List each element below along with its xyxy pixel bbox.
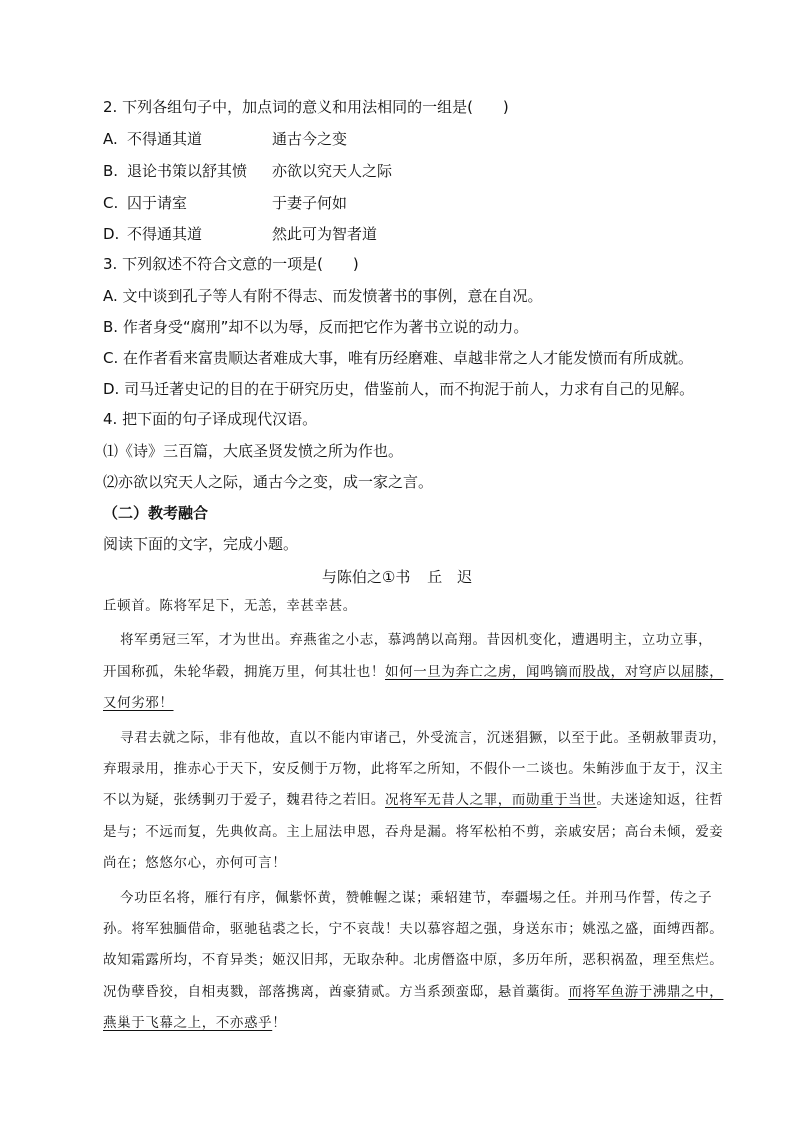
passage-p3-underlined: 况将军无昔人之罪，而勋重于当世 <box>385 792 597 808</box>
passage-p4-line4-text: 况伪孽昏狡，自相夷戮，部落携离，酋豪猜贰。方当系颈蛮邸，悬首藁街。 <box>103 984 569 1000</box>
q2-option-d-right: 然此可为智者道 <box>272 225 378 243</box>
passage-p3-line3-text-a: 不以为疑，张绣剚刃于爱子，魏君待之若旧。 <box>103 792 385 808</box>
passage-title: 与陈伯之①书 <box>321 568 411 586</box>
q4-item-2: ⑵亦欲以究天人之际，通古今之变，成一家之言。 <box>103 473 434 491</box>
q3-stem: 3. 下列叙述不符合文意的一项是( ) <box>103 255 359 273</box>
q2-option-a-label: A. <box>103 130 118 148</box>
q3-option-b: B. 作者身受“腐刑”却不以为辱，反而把它作为著书立说的动力。 <box>103 318 529 336</box>
passage-p4-line4 <box>103 982 723 1002</box>
passage-p2-line2 <box>103 662 723 682</box>
q4-item-1: ⑴《诗》三百篇，大底圣贤发愤之所为作也。 <box>103 442 404 460</box>
passage-p2-underlined-2: 又何劣邪！ <box>103 695 174 711</box>
q2-option-c-right: 于妻子何如 <box>272 194 348 212</box>
passage-title-row <box>0 566 794 587</box>
q2-option-d-label: D. <box>103 225 120 243</box>
passage-p3-line1: 寻君去就之际，非有他故，直以不能内审诸己，外受流言，沉迷猖獗，以至于此。圣朝赦罪责功， <box>120 730 727 746</box>
passage-p3-line3 <box>103 790 723 810</box>
q2-option-d-left: 不得通其道 <box>127 225 203 243</box>
passage-p4-line2: 孙。将军独腼借命，驱驰毡裘之长，宁不哀哉！夫以慕容超之强，身送东市；姚泓之盛，面缚西都。 <box>103 921 724 937</box>
passage-author: 丘 迟 <box>427 568 473 586</box>
q2-option-b-left: 退论书策以舒其愤 <box>127 162 248 180</box>
section-heading: （二）教考融合 <box>103 504 209 522</box>
q4-stem: 4. 把下面的句子译成现代汉语。 <box>103 410 318 428</box>
passage-p2-line3 <box>103 693 174 713</box>
passage-p3-line5: 尚在；悠悠尔心，亦何可言！ <box>103 855 287 871</box>
passage-p1: 丘顿首。陈将军足下，无恙，幸甚幸甚。 <box>103 598 357 614</box>
q2-option-a-left: 不得通其道 <box>127 130 203 148</box>
q2-option-c-left: 囚于请室 <box>127 194 188 212</box>
passage-p2-line2-text: 开国称孤，朱轮华毂，拥旄万里，何其壮也！ <box>103 664 385 680</box>
passage-p4-line5 <box>103 1013 286 1033</box>
passage-p4-line3: 故知霜露所均，不育异类；姬汉旧邦，无取杂种。北虏僭盗中原，多历年所，恶积祸盈，理至焦烂。 <box>103 952 724 968</box>
q3-option-c: C. 在作者看来富贵顺达者难成大事，唯有历经磨难、卓越非常之人才能发愤而有所成就。 <box>103 349 694 367</box>
q3-option-a: A. 文中谈到孔子等人有附不得志、而发愤著书的事例，意在自况。 <box>103 287 543 305</box>
q2-option-b-label: B. <box>103 162 119 180</box>
q2-option-b-right: 亦欲以究天人之际 <box>272 162 393 180</box>
passage-p3-line3-text-b: 。夫迷途知返，往哲 <box>596 792 724 808</box>
passage-p2-underlined-1: 如何一旦为奔亡之虏，闻鸣镝而股战，对穹庐以屈膝， <box>385 664 724 680</box>
passage-p4-underlined-1: 而将军鱼游于沸鼎之中， <box>568 984 724 1000</box>
q3-option-d: D. 司马迁著史记的目的在于研究历史，借鉴前人，而不拘泥于前人，力求有自己的见解。 <box>103 380 695 398</box>
passage-p3-line2: 弃瑕录用，推赤心于天下，安反侧于万物，此将军之所知，不假仆一二谈也。朱鲔涉血于友于，汉主 <box>103 761 724 777</box>
q2-stem: 2. 下列各组句子中，加点词的意义和用法相同的一组是( ) <box>103 98 509 116</box>
passage-p4-underlined-2: 燕巢于飞幕之上，不亦惑乎 <box>103 1015 273 1031</box>
q2-option-a-right: 通古今之变 <box>272 130 348 148</box>
q2-option-c-label: C. <box>103 194 119 212</box>
passage-p4-line5-end: ！ <box>272 1015 287 1031</box>
passage-p4-line1: 今功臣名将，雁行有序，佩紫怀黄，赞帷幄之谋；乘轺建节，奉疆埸之任。并刑马作誓，传之子 <box>120 890 713 906</box>
passage-p3-line4: 是与；不远而复，先典攸高。主上屈法申恩，吞舟是漏。将军松柏不剪，亲戚安居；高台未倾，爱妾 <box>103 824 724 840</box>
passage-p2-line1: 将军勇冠三军，才为世出。弃燕雀之小志，慕鸿鹄以高翔。昔因机变化，遭遇明主，立功立事， <box>120 632 713 648</box>
section-instruction: 阅读下面的文字，完成小题。 <box>103 535 299 553</box>
